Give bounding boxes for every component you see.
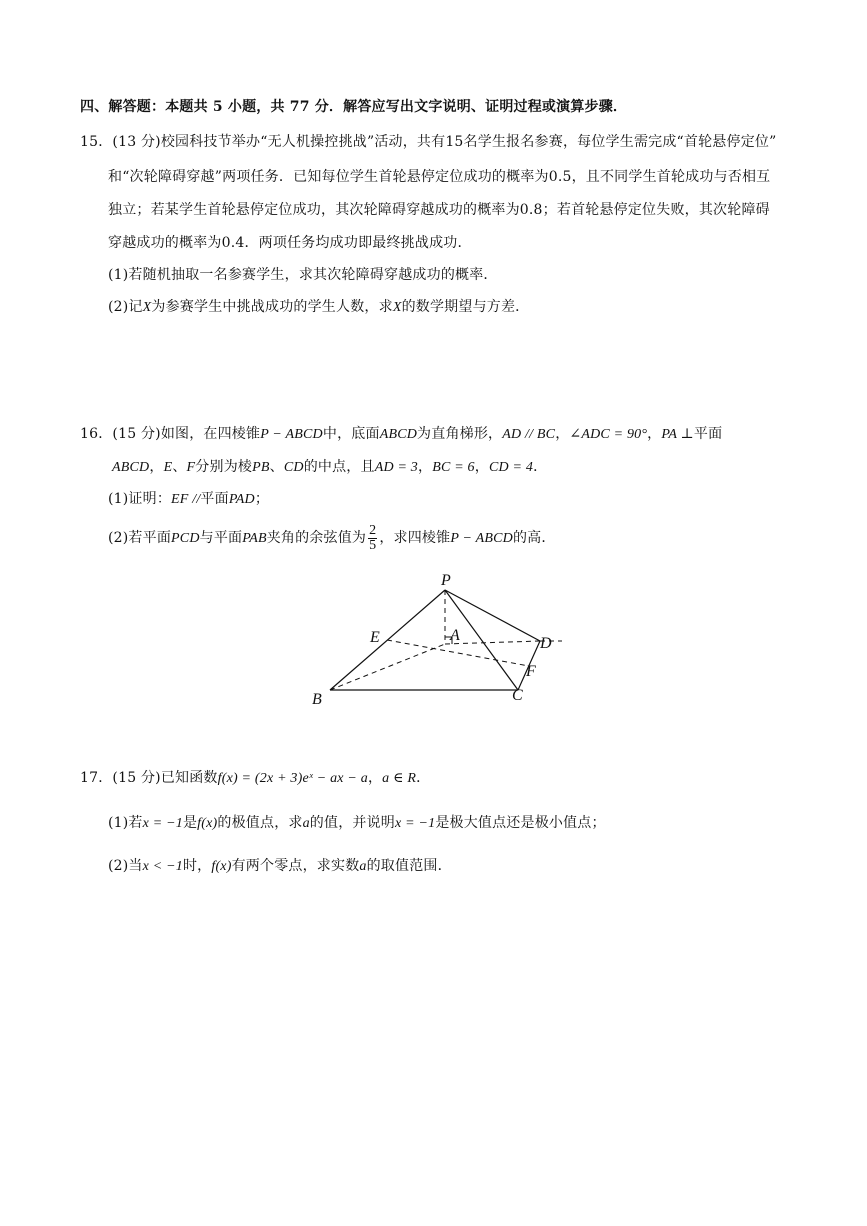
q16-text: ； — [254, 491, 270, 507]
q17-score: (15 分) — [112, 770, 161, 786]
q16-text: 中，底面 — [322, 426, 380, 442]
q17-text: ． — [416, 770, 431, 786]
q16-math: ∠ADC = 90° — [569, 427, 648, 442]
q17-math: x = −1 — [395, 816, 436, 831]
q16-text: 、 — [269, 459, 284, 475]
q15-part-1: (1)若随机抽取一名参赛学生，求其次轮障碍穿越成功的概率． — [108, 267, 498, 283]
q16-part-1 — [108, 489, 269, 510]
q17-line-1 — [80, 768, 430, 789]
q16-math: PAD — [228, 492, 255, 507]
q16-text: 的中点，且 — [303, 459, 375, 475]
q16-text: 分别为棱 — [195, 459, 253, 475]
q16-math: PAB — [242, 531, 267, 546]
q16-math: AD // BC — [502, 427, 556, 442]
label-f: F — [526, 663, 536, 680]
q16-math: E — [163, 460, 173, 475]
q16-text: ． — [533, 459, 548, 475]
q16-text: ， — [418, 459, 433, 475]
q15-line-4: 穿越成功的概率为0.4．两项任务均成功即最终挑战成功． — [108, 235, 472, 251]
q16-math: PCD — [171, 531, 200, 546]
fraction-denominator: 5 — [369, 537, 377, 553]
q15-var-x: X — [392, 300, 402, 315]
q15-text: 校园科技节举办“无人机操控挑战”活动，共有15名学生报名参赛，每位学生需完成“首轮悬停定位” — [160, 134, 777, 150]
q17-text: 时， — [182, 858, 212, 874]
label-a: A — [450, 627, 460, 644]
q16-math: P − ABCD — [450, 531, 513, 546]
q16-math: EF // — [171, 492, 201, 507]
q16-text: ， — [555, 426, 570, 442]
q17-math: f(x) — [197, 816, 218, 831]
q15-line-2: 和“次轮障碍穿越”两项任务．已知每位学生首轮悬停定位成功的概率为0.5，且不同学生首轮成功与否相互 — [108, 169, 771, 185]
q16-line-2 — [112, 457, 547, 478]
pyramid-figure — [300, 568, 580, 718]
q16-math: AD = 3 — [374, 460, 418, 475]
q15-p2-text: 的数学期望与方差． — [401, 299, 530, 315]
q16-text: ，求四棱锥 — [379, 530, 451, 546]
label-e: E — [370, 629, 380, 646]
label-d: D — [540, 635, 552, 652]
q15-number: 15． — [80, 134, 113, 150]
q17-text: 有两个零点，求实数 — [231, 858, 360, 874]
q16-text: 为直角梯形， — [417, 426, 503, 442]
q17-math: x = −1 — [142, 816, 183, 831]
q17-math: a — [302, 816, 310, 831]
q16-text: ， — [647, 426, 662, 442]
q15-score: (13 分) — [112, 134, 161, 150]
q15-part-2 — [108, 297, 529, 318]
q17-math: x < −1 — [142, 859, 183, 874]
q15-p2-text: 为参赛学生中挑战成功的学生人数，求 — [151, 299, 393, 315]
q16-math: PA ⊥ — [661, 427, 694, 442]
q16-score: (15 分) — [112, 426, 161, 442]
q16-math: ABCD — [379, 427, 418, 442]
fraction-numerator: 2 — [369, 522, 377, 538]
q16-text: (2)若平面 — [108, 530, 172, 546]
q16-text: 平面 — [693, 426, 723, 442]
q16-math: CD — [283, 460, 304, 475]
q16-math: PB — [252, 460, 270, 475]
q16-line-1 — [80, 424, 722, 445]
q17-text: 已知函数 — [160, 770, 218, 786]
edge-ba — [330, 644, 445, 690]
q16-math: BC = 6 — [432, 460, 475, 475]
q17-part-2 — [108, 856, 452, 877]
q16-math: ABCD — [112, 460, 150, 475]
q15-line-3: 独立；若某学生首轮悬停定位成功，其次轮障碍穿越成功的概率为0.8；若首轮悬停定位失败，其次轮障碍 — [108, 202, 770, 218]
q17-text: (2)当 — [108, 858, 143, 874]
q15-line-1 — [80, 132, 776, 152]
q16-text: 如图，在四棱锥 — [160, 426, 261, 442]
label-p: P — [441, 572, 451, 589]
label-b: B — [312, 691, 322, 708]
q16-math: F — [186, 460, 196, 475]
q16-text: ， — [474, 459, 489, 475]
q17-text: 是极大值点还是极小值点； — [435, 815, 606, 831]
q16-part-2 — [108, 522, 556, 555]
pyramid-solid-edges — [330, 590, 540, 690]
section-heading: 四、解答题：本题共 5 小题，共 77 分．解答应写出文字说明、证明过程或演算步骤． — [80, 99, 628, 115]
q16-number: 16． — [80, 426, 113, 442]
fraction-two-fifths — [368, 524, 377, 553]
q17-text: (1)若 — [108, 815, 143, 831]
q16-text: (1)证明： — [108, 491, 172, 507]
q16-text: 的高． — [512, 530, 556, 546]
q17-text: 的取值范围． — [366, 858, 452, 874]
q17-function: f(x) = (2x + 3)eˣ − ax − a — [217, 771, 368, 786]
q16-math: P − ABCD — [260, 427, 323, 442]
q16-text: 与平面 — [199, 530, 243, 546]
q16-math: CD = 4 — [488, 460, 534, 475]
q17-math: a ∈ R — [382, 771, 417, 786]
q17-part-1 — [108, 813, 606, 834]
q17-text: ， — [367, 770, 383, 786]
label-c: C — [512, 687, 523, 704]
q17-text: 的值，并说明 — [309, 815, 395, 831]
q17-math: f(x) — [211, 859, 232, 874]
q17-text: 是 — [182, 815, 198, 831]
q16-text: ， — [149, 459, 164, 475]
q16-text: 夹角的余弦值为 — [266, 530, 367, 546]
q17-math: a — [359, 859, 367, 874]
q15-p2-text: (2)记 — [108, 299, 143, 315]
q17-number: 17． — [80, 770, 113, 786]
q16-text: 平面 — [200, 491, 229, 507]
q17-text: 的极值点，求 — [217, 815, 303, 831]
q16-text: 、 — [172, 459, 187, 475]
q15-var-x: X — [142, 300, 152, 315]
